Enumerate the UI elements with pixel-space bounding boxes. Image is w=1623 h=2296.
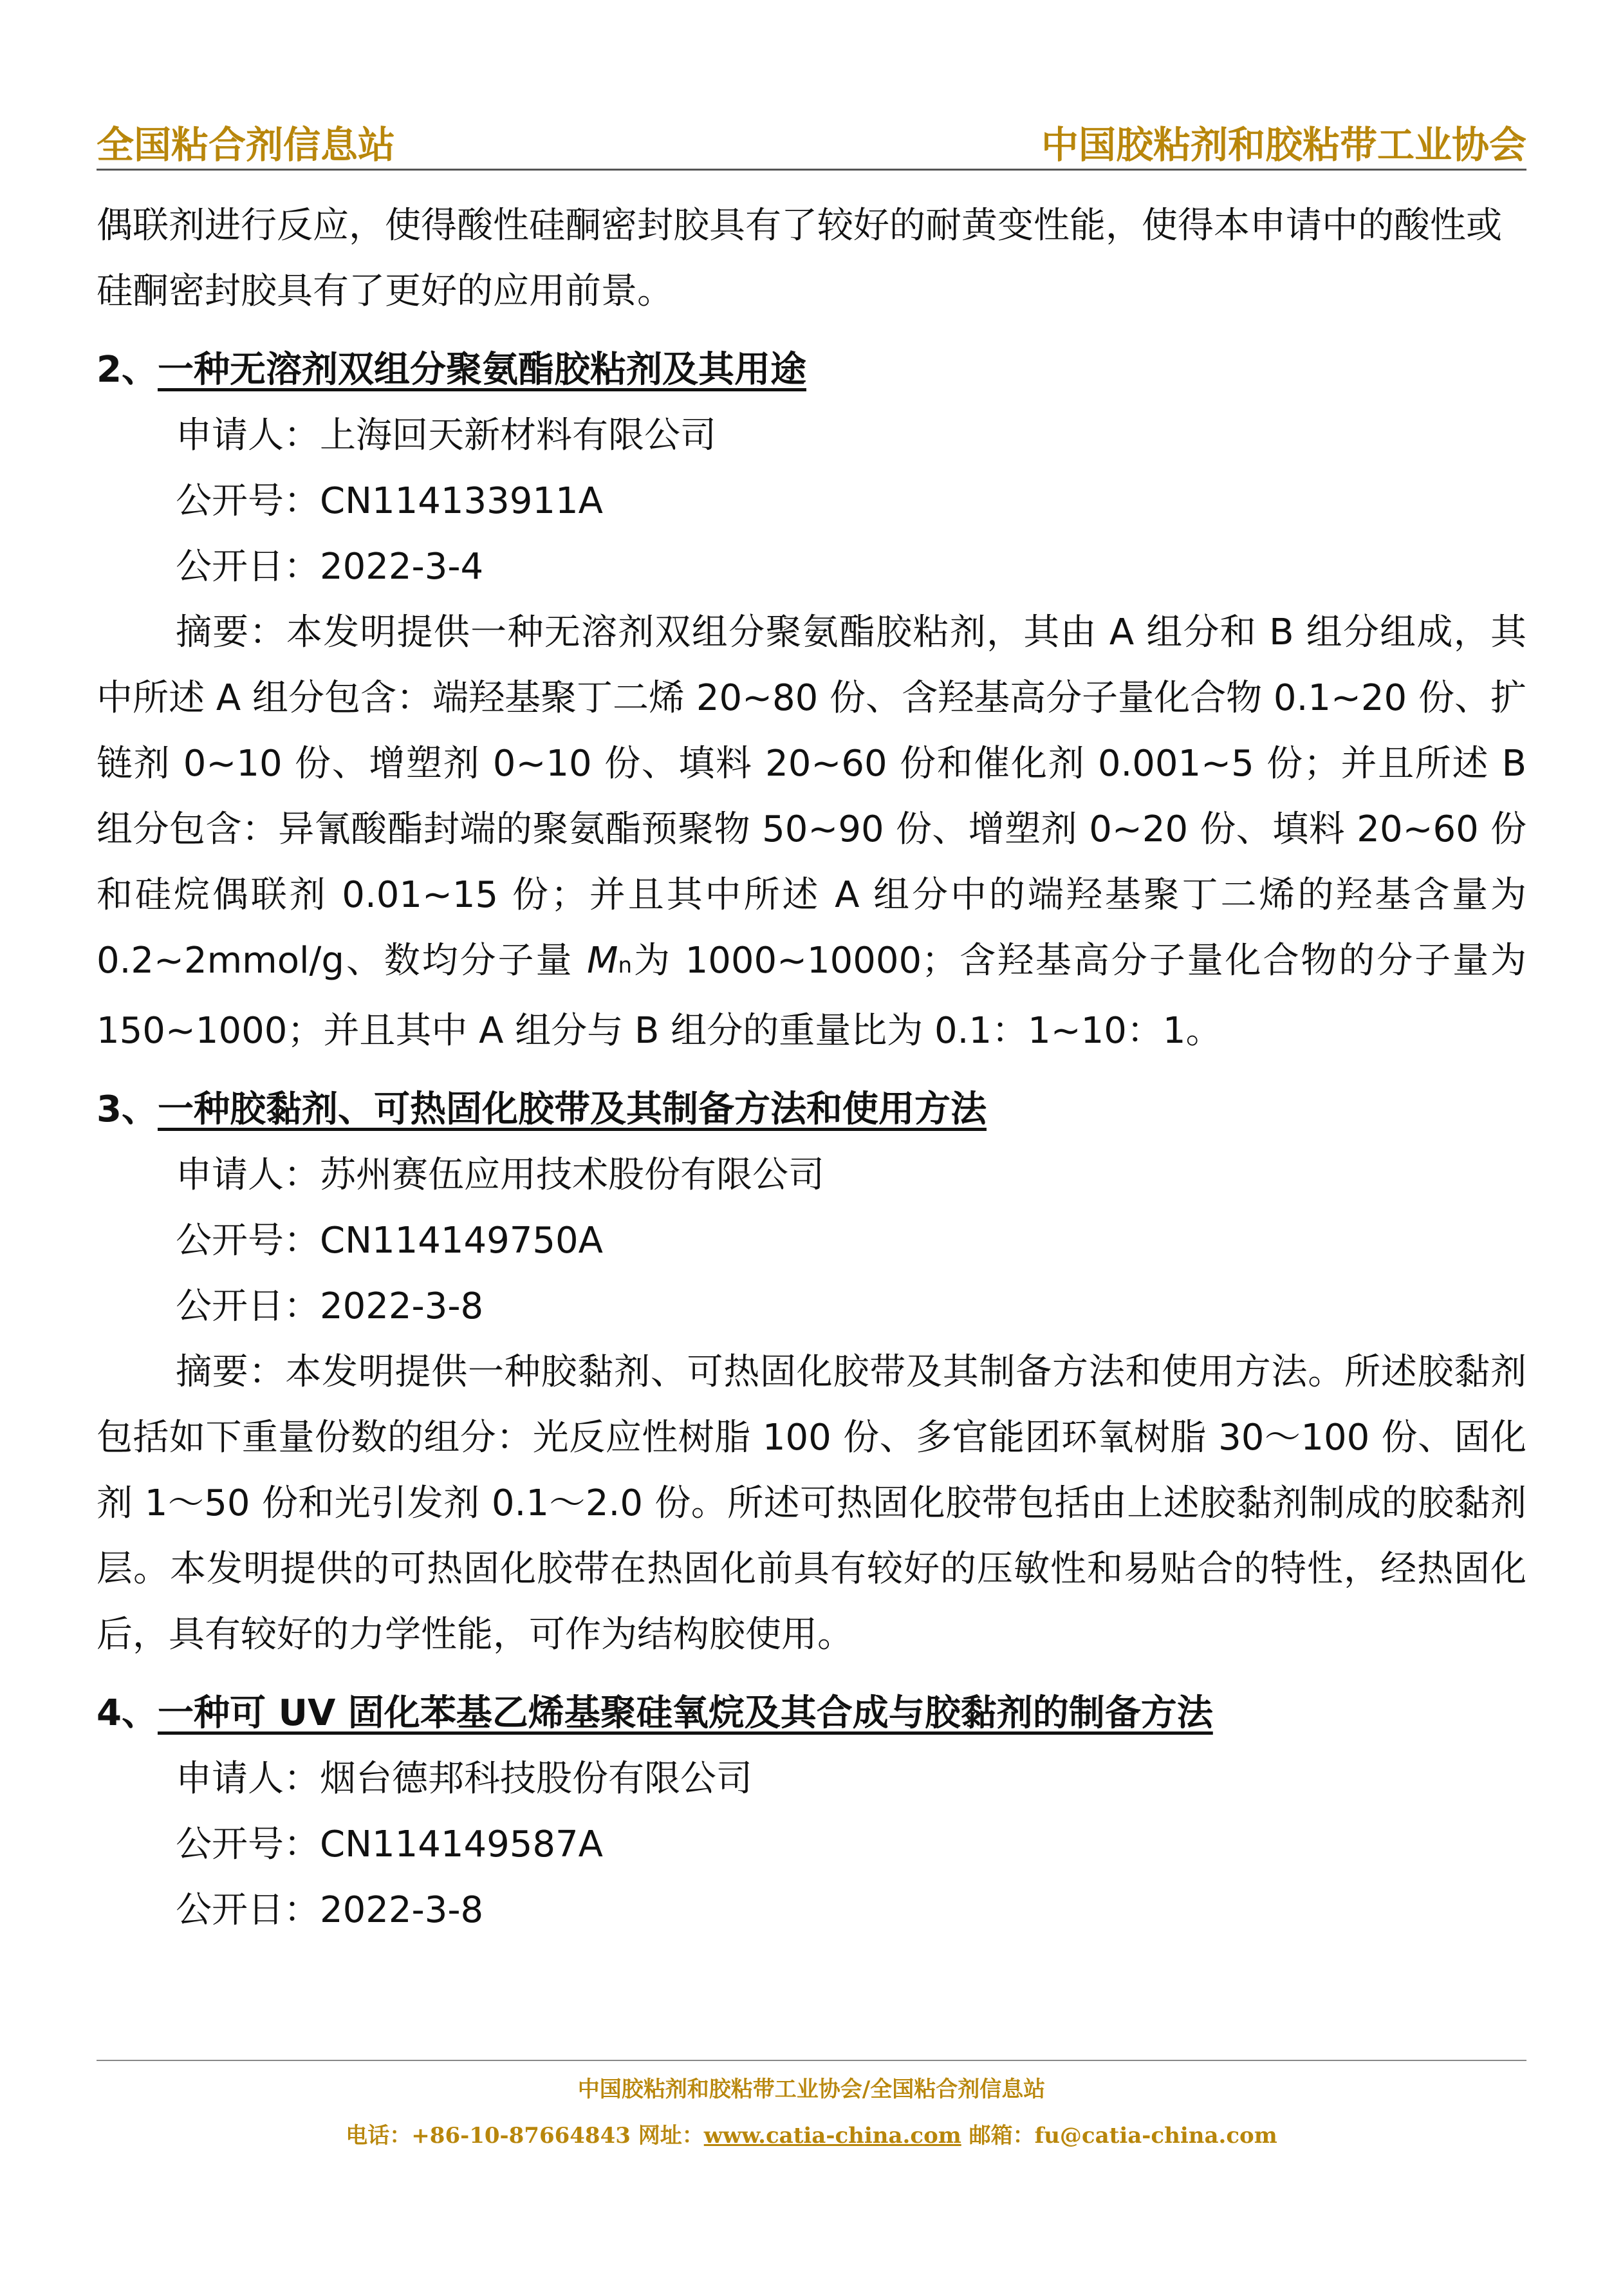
- footer-divider: [97, 2060, 1526, 2061]
- section-2-abstract-part-b: 为 1000~10000；含羟基高分子量化合物的分子量为 150~1000；并且其中 A 组分与 B 组分的重量比为 0.1：1~10：1。: [97, 940, 1526, 1052]
- section-2-number: 2、: [97, 349, 158, 391]
- header-divider: [97, 169, 1526, 171]
- footer-contact: [0, 2118, 1623, 2149]
- section-3-abstract: 摘要：本发明提供一种胶黏剂、可热固化胶带及其制备方法和使用方法。所述胶黏剂包括如下重量份数的组分：光反应性树脂 100 份、多官能团环氧树脂 30～100 份、固化剂 1～50 份和光引发剂 0.1～2.0 份。所述可热固化胶带包括由上述胶黏剂制成的胶黏剂层。本发明提供的可热固化胶带在热固化前具有较好的压敏性和易贴合的特性，经热固化后，具有较好的力学性能，可作为结构胶使用。: [97, 1351, 1526, 1656]
- section-2-abstract: [97, 600, 1526, 1064]
- header-right-title: 中国胶粘剂和胶粘带工业协会: [1041, 123, 1526, 167]
- section-2-title: [97, 337, 1526, 403]
- section-2-publication-no: 公开号：CN114133911A: [176, 480, 603, 522]
- section-3-publication-date: 公开日：2022-3-8: [176, 1285, 484, 1327]
- footer-email: 邮箱：fu@catia-china.com: [961, 2123, 1277, 2149]
- footer-website-link[interactable]: www.catia-china.com: [703, 2123, 961, 2149]
- footer-organization: 中国胶粘剂和胶粘带工业协会/全国粘合剂信息站: [577, 2077, 1046, 2102]
- header-left-title: 全国粘合剂信息站: [97, 123, 396, 167]
- section-2-applicant: 申请人：上海回天新材料有限公司: [176, 415, 716, 456]
- section-3-applicant: 申请人：苏州赛伍应用技术股份有限公司: [176, 1154, 824, 1196]
- section-4-title-text: 一种可 UV 固化苯基乙烯基聚硅氧烷及其合成与胶黏剂的制备方法: [157, 1692, 1213, 1734]
- section-4-title: [97, 1681, 1526, 1746]
- document-body: [97, 193, 1526, 1943]
- section-3-number: 3、: [97, 1088, 158, 1130]
- section-4-publication-no: 公开号：CN114149587A: [176, 1824, 603, 1865]
- section-2-title-text: 一种无溶剂双组分聚氨酯胶粘剂及其用途: [157, 349, 806, 391]
- section-3-title: [97, 1077, 1526, 1143]
- section-2-publication-date: 公开日：2022-3-4: [176, 546, 484, 588]
- intro-paragraph: 偶联剂进行反应，使得酸性硅酮密封胶具有了较好的耐黄变性能，使得本申请中的酸性或硅酮密封胶具有了更好的应用前景。: [97, 205, 1502, 312]
- section-3-publication-no: 公开号：CN114149750A: [176, 1220, 603, 1262]
- footer-phone: 电话：+86-10-87664843 网址：: [346, 2123, 704, 2149]
- section-2-abstract-part-a: 摘要：本发明提供一种无溶剂双组分聚氨酯胶粘剂，其由 A 组分和 B 组分组成，其中所述 A 组分包含：端羟基聚丁二烯 20~80 份、含羟基高分子量化合物 0.1~20 份、扩链剂 0~10 份、增塑剂 0~10 份、填料 20~60 份和催化剂 0.001~5 份；并且所述 B 组分包含：异氰酸酯封端的聚氨酯预聚物 50~90 份、增塑剂 0~20 份、填料 20~60 份和硅烷偶联剂 0.01~15 份；并且其中所述 A 组分中的端羟基聚丁二烯的羟基含量为 0.2~2mmol/g、数均分子量: [97, 611, 1527, 982]
- section-4-publication-date: 公开日：2022-3-8: [176, 1889, 484, 1931]
- section-2-abstract-m: M: [587, 940, 618, 982]
- section-3-title-text: 一种胶黏剂、可热固化胶带及其制备方法和使用方法: [157, 1088, 987, 1130]
- section-4-number: 4、: [97, 1692, 158, 1734]
- section-2-abstract-n: n: [618, 953, 633, 978]
- section-4-applicant: 申请人：烟台德邦科技股份有限公司: [176, 1758, 752, 1800]
